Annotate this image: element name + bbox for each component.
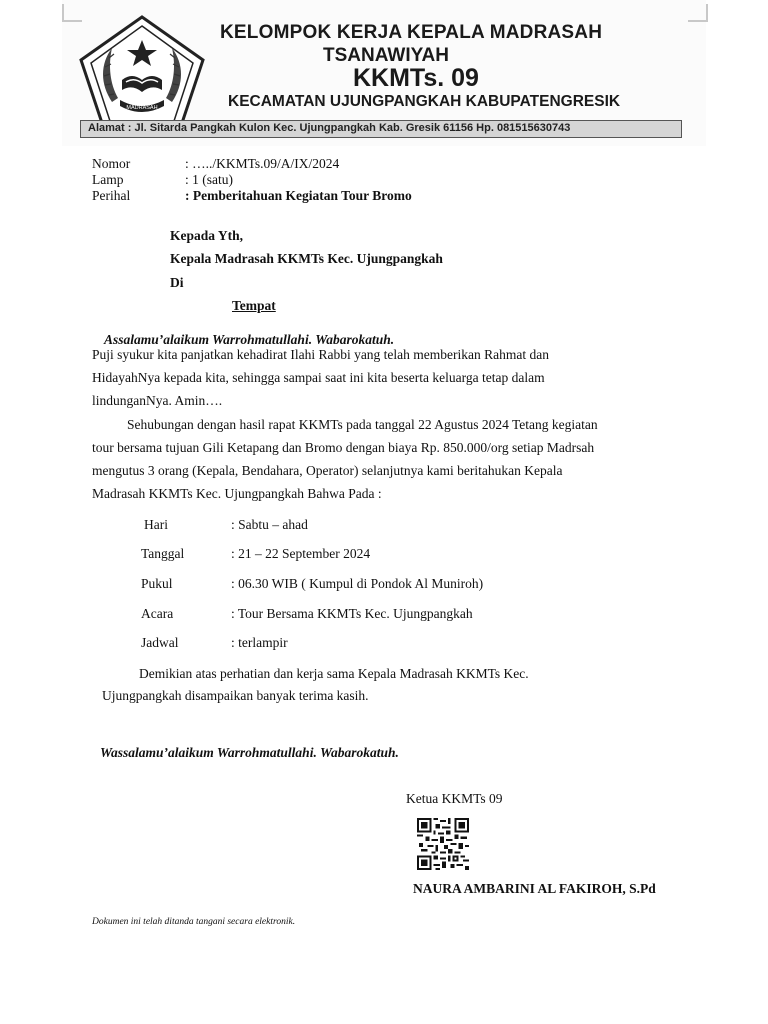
detail-value-acara: : Tour Bersama KKMTs Kec. Ujungpangkah [231, 606, 473, 621]
greeting: Assalamu’alaikum Warrohmatullahi. Wabarokatuh. [104, 332, 395, 347]
perihal-label: Perihal [92, 188, 131, 203]
detail-label-hari: Hari [144, 517, 168, 532]
para1-line3: lindunganNya. Amin…. [92, 393, 223, 408]
crop-mark-right [688, 4, 708, 22]
address-text: Alamat : Jl. Sitarda Pangkah Kulon Kec. Ujungpangkah Kab. Gresik 61156 Hp. 081515630743 [88, 122, 571, 134]
perihal-value: : Pemberitahuan Kegiatan Tour Bromo [185, 188, 412, 203]
detail-label-tanggal: Tanggal [141, 546, 185, 561]
electronic-signature-note: Dokumen ini telah ditanda tangani secara elektronik. [92, 917, 296, 927]
para2-line1: Sehubungan dengan hasil rapat KKMTs pada tanggal 22 Agustus 2024 Tetang kegiatan [127, 417, 598, 432]
para2-line2: tour bersama tujuan Gili Ketapang dan Bromo dengan biaya Rp. 850.000/org setiap Madrsah [92, 440, 595, 455]
logo-ribbon-text: MADRASAH [126, 105, 158, 111]
recipient-line4: Tempat [232, 298, 276, 313]
closing-line1: Demikian atas perhatian dan kerja sama Kepala Madrasah KKMTs Kec. [139, 666, 529, 681]
para1-line2: HidayahNya kepada kita, sehingga sampai saat ini kita beserta keluarga tetap dalam [92, 370, 545, 385]
signature-title: Ketua KKMTs 09 [406, 791, 503, 806]
recipient-line3: Di [170, 275, 184, 290]
para2-line3: mengutus 3 orang (Kepala, Bendahara, Operator) selanjutnya kami beritahukan Kepala [92, 463, 563, 478]
kop-subtitle: KECAMATAN UJUNGPANGKAH KABUPATENGRESIK [228, 93, 621, 110]
para1-line1: Puji syukur kita panjatkan kehadirat Ilahi Rabbi yang telah memberikan Rahmat dan [92, 347, 549, 362]
detail-label-pukul: Pukul [141, 576, 173, 591]
detail-label-jadwal: Jadwal [141, 635, 179, 650]
kop-title-line3: KKMTs. 09 [353, 64, 479, 92]
detail-label-acara: Acara [141, 606, 174, 621]
kop-title-line2: TSANAWIYAH [323, 45, 449, 66]
recipient-line1: Kepada Yth, [170, 228, 244, 243]
kop-title-line1: KELOMPOK KERJA KEPALA MADRASAH [220, 22, 603, 43]
farewell: Wassalamu’alaikum Warrohmatullahi. Wabarokatuh. [100, 745, 399, 760]
qr-code-signature [413, 818, 473, 870]
nomor-label: Nomor [92, 156, 131, 171]
lamp-label: Lamp [92, 172, 124, 187]
detail-value-jadwal: : terlampir [231, 635, 288, 650]
detail-value-pukul: : 06.30 WIB ( Kumpul di Pondok Al Muniroh) [231, 576, 484, 591]
detail-value-hari: : Sabtu – ahad [231, 517, 308, 532]
signature-name: NAURA AMBARINI AL FAKIROH, S.Pd [413, 881, 656, 896]
recipient-line2: Kepala Madrasah KKMTs Kec. Ujungpangkah [170, 251, 443, 266]
madrasah-logo [78, 14, 206, 132]
lamp-value: : 1 (satu) [185, 172, 233, 187]
closing-line2: Ujungpangkah disampaikan banyak terima kasih. [102, 688, 369, 703]
detail-value-tanggal: : 21 – 22 September 2024 [231, 546, 371, 561]
nomor-value: : …../KKMTs.09/A/IX/2024 [185, 156, 340, 171]
para2-line4: Madrasah KKMTs Kec. Ujungpangkah Bahwa Pada : [92, 486, 382, 501]
